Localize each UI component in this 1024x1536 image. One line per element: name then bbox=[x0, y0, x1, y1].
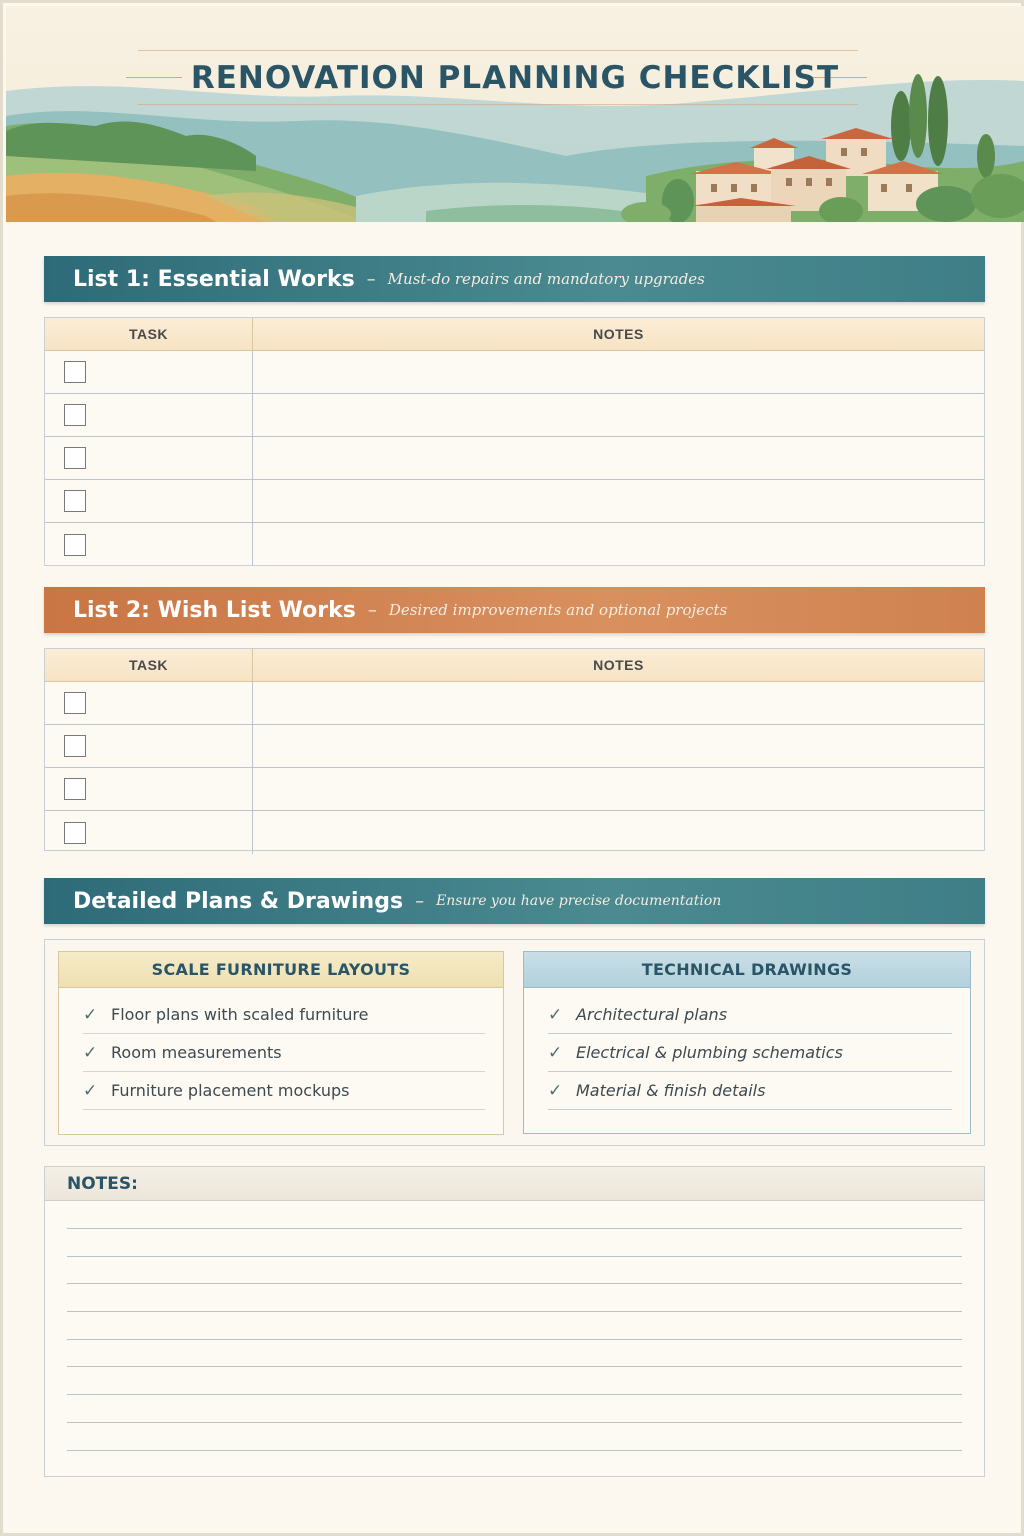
scale-furniture-card bbox=[58, 951, 504, 1135]
list-item bbox=[83, 1034, 485, 1072]
checkmark-icon: ✓ bbox=[548, 1080, 563, 1101]
table-row bbox=[45, 768, 984, 811]
list2-col-task: TASK bbox=[45, 649, 253, 681]
checkbox-icon[interactable] bbox=[64, 447, 86, 469]
notes-cell[interactable] bbox=[253, 394, 984, 436]
list2-title: List 2: Wish List Works bbox=[73, 597, 356, 623]
notes-cell[interactable] bbox=[253, 351, 984, 393]
checkmark-icon: ✓ bbox=[548, 1042, 563, 1063]
table-row bbox=[45, 811, 984, 854]
table-row bbox=[45, 394, 984, 437]
notes-line bbox=[67, 1283, 962, 1284]
list-item-text: Architectural plans bbox=[576, 1005, 728, 1024]
checkbox-icon[interactable] bbox=[64, 534, 86, 556]
list1-col-task: TASK bbox=[45, 318, 253, 350]
list-item-text: Room measurements bbox=[111, 1043, 282, 1062]
checkbox-icon[interactable] bbox=[64, 490, 86, 512]
list2-dash: – bbox=[367, 599, 377, 621]
table-row bbox=[45, 523, 984, 566]
list2-table bbox=[44, 648, 985, 851]
landscape-illustration bbox=[6, 6, 1024, 222]
list2-col-notes: NOTES bbox=[593, 657, 644, 673]
notes-cell[interactable] bbox=[253, 480, 984, 522]
list2-table-header bbox=[45, 649, 984, 682]
table-row bbox=[45, 351, 984, 394]
plans-dash: – bbox=[415, 890, 425, 912]
notes-cell[interactable] bbox=[253, 768, 984, 810]
notes-cell[interactable] bbox=[253, 811, 984, 854]
technical-drawings-heading: TECHNICAL DRAWINGS bbox=[524, 952, 970, 988]
notes-cell[interactable] bbox=[253, 437, 984, 479]
notes-line bbox=[67, 1394, 962, 1395]
task-cell bbox=[45, 682, 253, 724]
task-cell bbox=[45, 394, 253, 436]
technical-drawings-card bbox=[523, 951, 971, 1134]
list-item-text: Furniture placement mockups bbox=[111, 1081, 350, 1100]
notes-line bbox=[67, 1311, 962, 1312]
checkmark-icon: ✓ bbox=[83, 1042, 98, 1063]
checkbox-icon[interactable] bbox=[64, 361, 86, 383]
notes-line bbox=[67, 1339, 962, 1340]
notes-line bbox=[67, 1256, 962, 1257]
table-row bbox=[45, 480, 984, 523]
checkmark-icon: ✓ bbox=[83, 1004, 98, 1025]
table-row bbox=[45, 725, 984, 768]
header-landscape bbox=[6, 6, 1024, 222]
notes-line bbox=[67, 1366, 962, 1367]
list-item bbox=[548, 1034, 952, 1072]
notes-box[interactable] bbox=[44, 1166, 985, 1477]
list1-banner bbox=[44, 256, 985, 302]
plans-subtitle: Ensure you have precise documentation bbox=[436, 893, 722, 909]
checkbox-icon[interactable] bbox=[64, 404, 86, 426]
list-item-text: Electrical & plumbing schematics bbox=[576, 1043, 843, 1062]
list-item bbox=[83, 1072, 485, 1110]
task-cell bbox=[45, 768, 253, 810]
plans-banner bbox=[44, 878, 985, 924]
list1-title: List 1: Essential Works bbox=[73, 266, 355, 292]
scale-furniture-heading: SCALE FURNITURE LAYOUTS bbox=[59, 952, 503, 988]
plans-title: Detailed Plans & Drawings bbox=[73, 888, 404, 914]
list-item bbox=[548, 996, 952, 1034]
checkbox-icon[interactable] bbox=[64, 735, 86, 757]
list-item-text: Material & finish details bbox=[576, 1081, 766, 1100]
task-cell bbox=[45, 811, 253, 854]
list1-dash: – bbox=[366, 268, 376, 290]
notes-heading: NOTES: bbox=[45, 1167, 984, 1201]
list1-table-header bbox=[45, 318, 984, 351]
table-row bbox=[45, 437, 984, 480]
list1-col-notes: NOTES bbox=[593, 326, 644, 342]
plans-container bbox=[44, 939, 985, 1146]
notes-line bbox=[67, 1228, 962, 1229]
title-rule-bottom bbox=[138, 104, 858, 105]
list2-banner bbox=[44, 587, 985, 633]
task-cell bbox=[45, 351, 253, 393]
table-row bbox=[45, 682, 984, 725]
list2-subtitle: Desired improvements and optional projects bbox=[388, 601, 728, 619]
checkmark-icon: ✓ bbox=[548, 1004, 563, 1025]
notes-cell[interactable] bbox=[253, 682, 984, 724]
checkbox-icon[interactable] bbox=[64, 692, 86, 714]
list-item bbox=[83, 996, 485, 1034]
list-item-text: Floor plans with scaled furniture bbox=[111, 1005, 369, 1024]
list1-table bbox=[44, 317, 985, 566]
task-cell bbox=[45, 725, 253, 767]
notes-line bbox=[67, 1450, 962, 1451]
checkmark-icon: ✓ bbox=[83, 1080, 98, 1101]
task-cell bbox=[45, 437, 253, 479]
task-cell bbox=[45, 480, 253, 522]
checkbox-icon[interactable] bbox=[64, 778, 86, 800]
checkbox-icon[interactable] bbox=[64, 822, 86, 844]
page-title: RENOVATION PLANNING CHECKLIST bbox=[190, 60, 840, 96]
notes-cell[interactable] bbox=[253, 725, 984, 767]
notes-cell[interactable] bbox=[253, 523, 984, 566]
notes-line bbox=[67, 1422, 962, 1423]
list1-subtitle: Must-do repairs and mandatory upgrades bbox=[387, 270, 705, 288]
task-cell bbox=[45, 523, 253, 566]
list-item bbox=[548, 1072, 952, 1110]
title-rule-top bbox=[138, 50, 858, 51]
